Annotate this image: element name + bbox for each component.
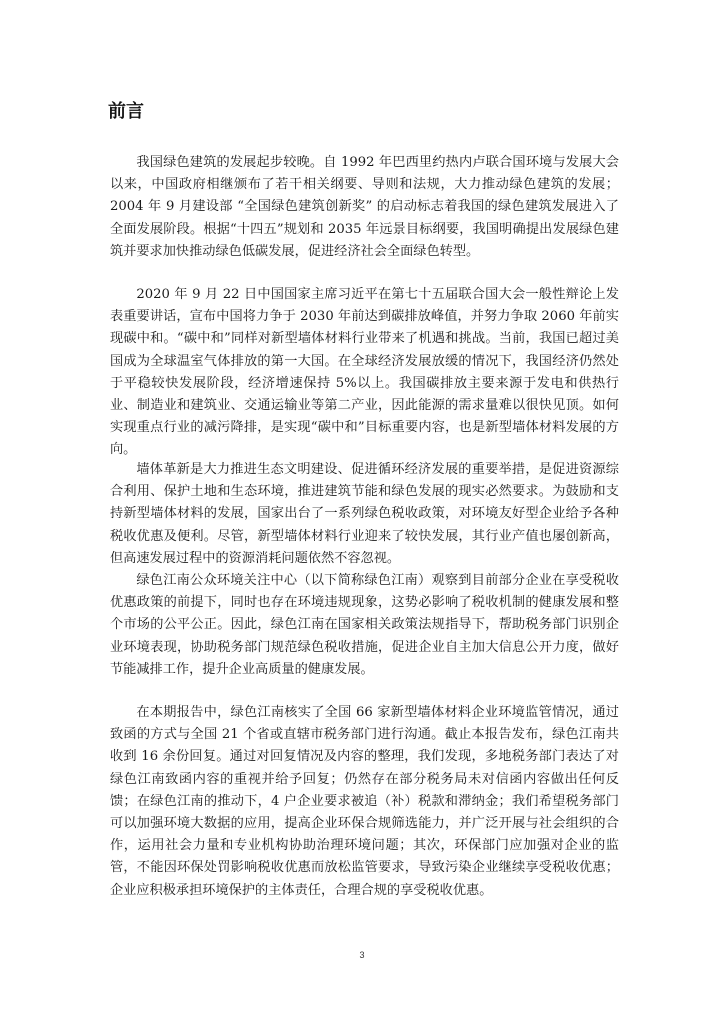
paragraph-4: 绿色江南公众环境关注中心（以下简称绿色江南）观察到目前部分企业在享受税收优惠政策的前提下，同时也存在环境违规现象，这势必影响了税收机制的健康发展和整个市场的公平公正。因此，绿色江南在国家相关政策法规指导下，帮助税务部门识别企业环境表现，协助税务部门规范绿色税收措施，促进企业自主加大信息公开力度，做好节能减排工作，提升企业高质量的健康发展。 bbox=[110, 573, 619, 677]
paragraph-5: 在本期报告中，绿色江南核实了全国 66 家新型墙体材料企业环境监管情况，通过致函的方式与全国 21 个省或直辖市税务部门进行沟通。截止本报告发布，绿色江南共收到 16 余份回复。通过对回复情况及内容的整理，我们发现，多地税务部门表达了对绿色江南致函内容的重视并给予回复；仍然存在部分税务局未对信函内容做出任何反馈；在绿色江南的推动下，4 户企业要求被追（补）税款和滞纳金；我们希望税务部门可以加强环境大数据的应用，提高企业环保合规筛选能力，并广泛开展与社会组织的合作，运用社会力量和专业机构协助治理环境问题；其次，环保部门应加强对企业的监管，不能因环保处罚影响税收优惠而放松监管要求，导致污染企业继续享受税收优惠；企业应积极承担环境保护的主体责任，合理合规的享受税收优惠。 bbox=[110, 705, 619, 898]
page-number: 3 bbox=[359, 950, 365, 960]
paragraph-2: 2020 年 9 月 22 日中国国家主席习近平在第七十五届联合国大会一般性辩论上发表重要讲话，宣布中国将力争于 2030 年前达到碳排放峰值，并努力争取 2060 年前实现碳中和。“碳中和”同样对新型墙体材料行业带来了机遇和挑战。当前，我国已超过美国成为全球温室气体排放的第一大国。在全球经济发展放缓的情况下，我国经济仍然处于平稳较快发展阶段，经济增速保持 5%以上。我国碳排放主要来源于发电和供热行业、制造业和建筑业、交通运输业等第二产业，因此能源的需求量难以很快见顶。如何实现重点行业的减污降排，是实现“碳中和”目标重要内容，也是新型墙体材料发展的方向。 bbox=[110, 287, 619, 458]
section-title: 前言 bbox=[108, 101, 144, 122]
paragraph-1: 我国绿色建筑的发展起步较晚。自 1992 年巴西里约热内卢联合国环境与发展大会以来，中国政府相继颁布了若干相关纲要、导则和法规，大力推动绿色建筑的发展；2004 年 9 月建设部 “全国绿色建筑创新奖” 的启动标志着我国的绿色建筑发展进入了全面发展阶段。根据“十四五”规划和 2035 年远景目标纲要，我国明确提出发展绿色建筑并要求加快推动绿色低碳发展，促进经济社会全面绿色转型。 bbox=[110, 155, 619, 259]
paragraph-3: 墙体革新是大力推进生态文明建设、促进循环经济发展的重要举措，是促进资源综合利用、保护土地和生态环境，推进建筑节能和绿色发展的现实必然要求。为鼓励和支持新型墙体材料的发展，国家出台了一系列绿色税收政策，对环境友好型企业给予各种税收优惠及便利。尽管，新型墙体材料行业迎来了较快发展，其行业产值也屡创新高，但高速发展过程中的资源消耗问题依然不容忽视。 bbox=[110, 462, 619, 566]
